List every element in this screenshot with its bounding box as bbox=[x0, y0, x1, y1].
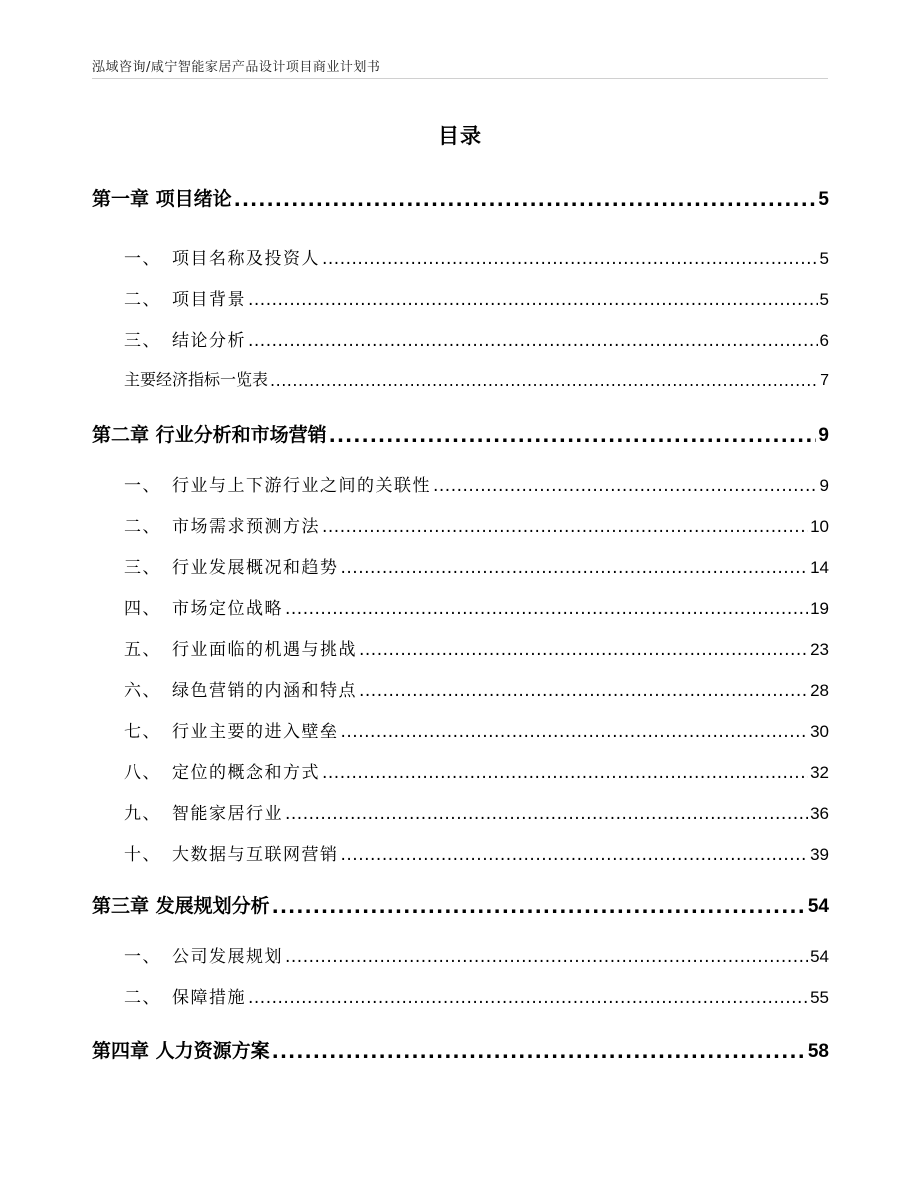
toc-page-number: 54 bbox=[810, 947, 829, 966]
toc-entry-label bbox=[124, 471, 431, 496]
toc-page-number: 39 bbox=[810, 845, 829, 864]
toc-dot-leader bbox=[285, 602, 808, 619]
toc-page-number: 5 bbox=[819, 290, 829, 309]
toc-page-number: 5 bbox=[819, 249, 829, 268]
toc-entry-text: 行业主要的进入壁垒 bbox=[172, 722, 339, 742]
toc-entry-number: 六、 bbox=[124, 681, 161, 701]
toc-dot-leader bbox=[272, 899, 806, 918]
toc-entry-text: 项目名称及投资人 bbox=[172, 249, 320, 269]
toc-section-entry[interactable] bbox=[92, 594, 829, 619]
toc-entry-label bbox=[124, 367, 268, 390]
toc-entry-text: 大数据与互联网营销 bbox=[172, 845, 339, 865]
toc-section-entry[interactable] bbox=[92, 676, 829, 701]
toc-entry-text: 第三章 发展规划分析 bbox=[92, 895, 270, 917]
toc-entry-label bbox=[124, 799, 283, 824]
toc-page-number: 30 bbox=[810, 722, 829, 741]
toc-page-number: 9 bbox=[818, 425, 829, 446]
toc-entry-text: 第四章 人力资源方案 bbox=[92, 1040, 270, 1062]
toc-entry-number: 二、 bbox=[124, 988, 161, 1008]
toc-section-entry[interactable] bbox=[92, 942, 829, 967]
toc-entry-text: 主要经济指标一览表 bbox=[124, 370, 269, 389]
toc-entry-number: 一、 bbox=[124, 249, 161, 269]
toc-entry-text: 智能家居行业 bbox=[172, 804, 283, 824]
toc-section-entry[interactable] bbox=[92, 244, 829, 269]
toc-dot-leader bbox=[322, 520, 808, 537]
toc-dot-leader bbox=[248, 991, 808, 1008]
toc-entry-text: 定位的概念和方式 bbox=[172, 763, 320, 783]
toc-chapter-entry[interactable] bbox=[92, 184, 829, 211]
toc-entry-number: 一、 bbox=[124, 947, 161, 967]
toc-dot-leader bbox=[341, 848, 809, 865]
page-title: 目录 bbox=[438, 124, 482, 148]
toc-entry-label bbox=[124, 244, 320, 269]
toc-entry-number: 九、 bbox=[124, 804, 161, 824]
toc-entry-text: 行业面临的机遇与挑战 bbox=[172, 640, 357, 660]
toc-section-entry[interactable] bbox=[92, 635, 829, 660]
toc-dot-leader bbox=[234, 192, 817, 211]
toc-entry-number: 四、 bbox=[124, 599, 161, 619]
toc-dot-leader bbox=[341, 725, 809, 742]
toc-page-number: 55 bbox=[810, 988, 829, 1007]
toc-dot-leader bbox=[433, 479, 818, 496]
toc-dot-leader bbox=[329, 428, 817, 447]
toc-entry-label bbox=[124, 717, 339, 742]
toc-section-entry[interactable] bbox=[92, 553, 829, 578]
toc-entry-label bbox=[124, 840, 339, 865]
toc-page-number: 54 bbox=[807, 896, 829, 917]
toc-entry-label bbox=[124, 285, 246, 310]
toc-entry-text: 绿色营销的内涵和特点 bbox=[172, 681, 357, 701]
toc-section-entry[interactable] bbox=[92, 326, 829, 351]
toc-page-number: 58 bbox=[807, 1041, 829, 1062]
toc-page-number: 9 bbox=[819, 476, 829, 495]
toc-page-number: 36 bbox=[810, 804, 829, 823]
toc-entry-number: 二、 bbox=[124, 290, 161, 310]
toc-entry-label bbox=[124, 983, 246, 1008]
toc-entry-label bbox=[92, 420, 327, 447]
toc-dot-leader bbox=[248, 334, 818, 351]
toc-section-entry[interactable] bbox=[92, 512, 829, 537]
toc-entry-label bbox=[92, 891, 270, 918]
toc-entry-number: 七、 bbox=[124, 722, 161, 742]
toc-entry-label bbox=[124, 758, 320, 783]
toc-entry-text: 第一章 项目绪论 bbox=[92, 188, 232, 210]
toc-dot-leader bbox=[322, 252, 818, 269]
toc-entry-label bbox=[92, 184, 232, 211]
toc-section-entry[interactable] bbox=[92, 758, 829, 783]
toc-chapter-entry[interactable] bbox=[92, 1036, 829, 1063]
running-header: 泓域咨询/咸宁智能家居产品设计项目商业计划书 bbox=[92, 60, 381, 75]
toc-entry-label bbox=[124, 594, 283, 619]
toc-page-number: 10 bbox=[810, 517, 829, 536]
toc-dot-leader bbox=[322, 766, 808, 783]
toc-entry-label bbox=[124, 553, 339, 578]
toc-page-number: 32 bbox=[810, 763, 829, 782]
toc-entry-number: 十、 bbox=[124, 845, 161, 865]
toc-entry-text: 项目背景 bbox=[172, 290, 246, 310]
toc-page-number: 23 bbox=[810, 640, 829, 659]
toc-section-entry[interactable] bbox=[92, 717, 829, 742]
toc-dot-leader bbox=[285, 807, 808, 824]
toc-entry-label bbox=[124, 326, 246, 351]
toc-entry-number: 一、 bbox=[124, 476, 161, 496]
toc-entry-number: 八、 bbox=[124, 763, 161, 783]
toc-entry-text: 公司发展规划 bbox=[172, 947, 283, 967]
toc-section-entry[interactable] bbox=[92, 983, 829, 1008]
toc-dot-leader bbox=[270, 374, 818, 390]
toc-section-entry[interactable] bbox=[92, 799, 829, 824]
toc-entry-text: 市场定位战略 bbox=[172, 599, 283, 619]
toc-entry-label bbox=[124, 512, 320, 537]
toc-entry-number: 二、 bbox=[124, 517, 161, 537]
toc-dot-leader bbox=[341, 561, 809, 578]
toc-page-number: 14 bbox=[810, 558, 829, 577]
toc-dot-leader bbox=[359, 684, 808, 701]
toc-entry-label bbox=[124, 635, 357, 660]
toc-entry-text: 结论分析 bbox=[172, 331, 246, 351]
toc-section-entry[interactable] bbox=[92, 285, 829, 310]
toc-section-entry[interactable] bbox=[92, 840, 829, 865]
toc-entry-text: 保障措施 bbox=[172, 988, 246, 1008]
toc-dot-leader bbox=[272, 1044, 806, 1063]
toc-section-entry[interactable] bbox=[92, 471, 829, 496]
toc-entry-label bbox=[92, 1036, 270, 1063]
toc-entry-label bbox=[124, 942, 283, 967]
toc-page-number: 19 bbox=[810, 599, 829, 618]
toc-entry-number: 三、 bbox=[124, 558, 161, 578]
toc-entry-text: 行业发展概况和趋势 bbox=[172, 558, 339, 578]
header-divider bbox=[92, 78, 828, 79]
toc-entry-text: 第二章 行业分析和市场营销 bbox=[92, 424, 327, 446]
toc-page-number: 5 bbox=[818, 189, 829, 210]
toc-chapter-entry[interactable] bbox=[92, 420, 829, 447]
toc-chapter-entry[interactable] bbox=[92, 891, 829, 918]
toc-dot-leader bbox=[285, 950, 808, 967]
toc-page-number: 28 bbox=[810, 681, 829, 700]
toc-entry-text: 市场需求预测方法 bbox=[172, 517, 320, 537]
toc-entry-number: 三、 bbox=[124, 331, 161, 351]
toc-entry-text: 行业与上下游行业之间的关联性 bbox=[172, 476, 431, 496]
toc-dot-leader bbox=[248, 293, 818, 310]
toc-page-number: 7 bbox=[820, 372, 829, 389]
toc-section-entry[interactable] bbox=[92, 367, 829, 390]
toc-entry-number: 五、 bbox=[124, 640, 161, 660]
toc-dot-leader bbox=[359, 643, 808, 660]
toc-page-number: 6 bbox=[819, 331, 829, 350]
toc-entry-label bbox=[124, 676, 357, 701]
